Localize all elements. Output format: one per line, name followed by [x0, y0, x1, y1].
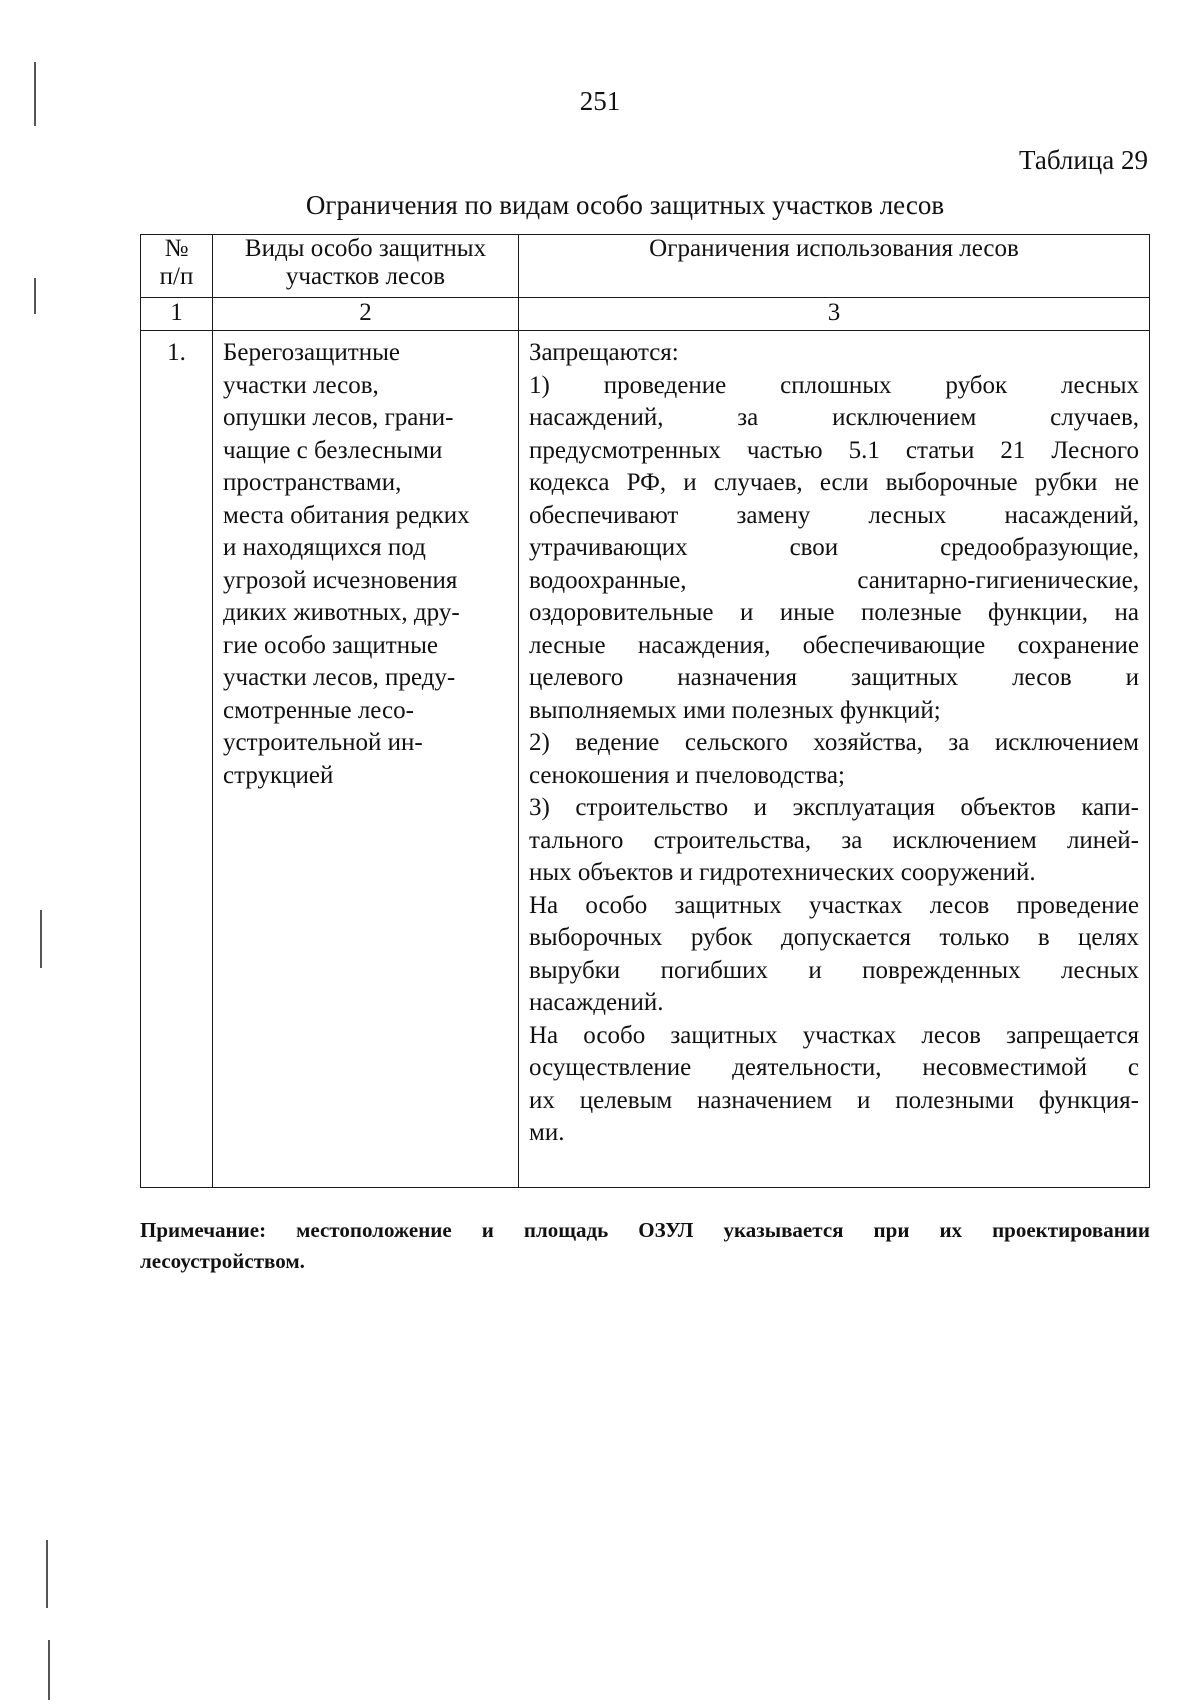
- restriction-line: 1) проведение сплошных рубок лесных: [529, 371, 1139, 399]
- column-number: 2: [213, 298, 519, 331]
- restriction-line: осуществление деятельности, несовместимой с: [529, 1054, 1139, 1081]
- type-line: участки лесов, преду-: [223, 664, 456, 691]
- restrictions-table: [140, 234, 1150, 1188]
- restriction-paragraph: [529, 370, 1139, 728]
- restriction-line: целевого назначения защитных лесов и: [529, 664, 1139, 691]
- type-line: места обитания редких: [223, 501, 470, 529]
- restriction-line: ных объектов и гидротехнических сооружений.: [529, 859, 1036, 886]
- column-number: 3: [519, 298, 1150, 331]
- restriction-line: лесные насаждения, обеспечивающие сохранение: [529, 631, 1139, 659]
- restriction-line: насаждений, за исключением случаев,: [529, 404, 1139, 431]
- restriction-line: На особо защитных участках лесов запрещается: [529, 1021, 1139, 1049]
- restriction-paragraph: [529, 792, 1139, 890]
- usage-restrictions: [519, 331, 1150, 1188]
- restriction-line: выполняемых ими полезных функций;: [529, 696, 941, 724]
- restriction-line: оздоровительные и иные полезные функции, на: [529, 599, 1139, 626]
- type-line: чащие с безлесными: [223, 436, 443, 464]
- type-line: смотренные лесо-: [223, 696, 414, 724]
- type-line: опушки лесов, грани-: [223, 404, 454, 431]
- type-line: Берегозащитные: [223, 339, 400, 366]
- page-number: 251: [579, 86, 621, 116]
- header-restrictions: Ограничения использования лесов: [519, 235, 1150, 298]
- restriction-line: их целевым назначением и полезными функция-: [529, 1086, 1139, 1114]
- row-number: 1.: [141, 331, 213, 1188]
- type-line: струкцией: [223, 761, 334, 789]
- type-line: устроительной ин-: [223, 729, 423, 756]
- restriction-line: 2) ведение сельского хозяйства, за исключением: [529, 729, 1139, 756]
- note-line: Примечание: местоположение и площадь ОЗУЛ указывается при их проектировании: [140, 1218, 1150, 1242]
- restriction-line: 3) строительство и эксплуатация объектов капи-: [529, 794, 1139, 821]
- table-header-row: [141, 235, 1150, 298]
- restriction-line: тального строительства, за исключением линей-: [529, 826, 1139, 854]
- restriction-line: Запрещаются:: [529, 339, 679, 366]
- restriction-line: На особо защитных участках лесов проведение: [529, 891, 1139, 919]
- column-number: 1: [141, 298, 213, 331]
- restriction-line: вырубки погибших и поврежденных лесных: [529, 956, 1139, 984]
- restriction-line: насаждений.: [529, 989, 664, 1016]
- restriction-line: сенокошения и пчеловодства;: [529, 761, 845, 789]
- column-number-row: [141, 298, 1150, 331]
- table-note: [140, 1215, 1150, 1277]
- note-line: лесоустройством.: [140, 1249, 305, 1273]
- restriction-line: водоохранные, санитарно-гигиенические,: [529, 566, 1139, 594]
- type-line: гие особо защитные: [223, 631, 438, 659]
- restriction-line: утрачивающих свои средообразующие,: [529, 534, 1139, 561]
- header-number: № п/п: [141, 235, 213, 298]
- table-row: [141, 331, 1150, 1188]
- restriction-line: обеспечивают замену лесных насаждений,: [529, 501, 1139, 529]
- restriction-paragraph: [529, 1020, 1139, 1150]
- table-title: Ограничения по видам особо защитных участков лесов: [305, 190, 945, 220]
- type-line: участки лесов,: [223, 371, 379, 399]
- restriction-paragraph: [529, 727, 1139, 792]
- type-line: и находящихся под: [223, 534, 426, 561]
- restriction-paragraph: [529, 337, 1139, 370]
- type-line: диких животных, дру-: [223, 599, 460, 626]
- restriction-paragraph: [529, 890, 1139, 1020]
- header-type: Виды особо защитных участков лесов: [213, 235, 519, 298]
- restriction-line: ми.: [529, 1119, 565, 1146]
- type-line: угрозой исчезновения: [223, 566, 458, 594]
- restriction-line: выборочных рубок допускается только в целях: [529, 924, 1139, 951]
- restriction-line: предусмотренных частью 5.1 статьи 21 Лесного: [529, 436, 1139, 464]
- type-line: пространствами,: [223, 469, 402, 496]
- table-label: Таблица 29: [1019, 145, 1148, 175]
- protection-area-type: [213, 331, 519, 1188]
- restriction-line: кодекса РФ, и случаев, если выборочные рубки не: [529, 469, 1139, 496]
